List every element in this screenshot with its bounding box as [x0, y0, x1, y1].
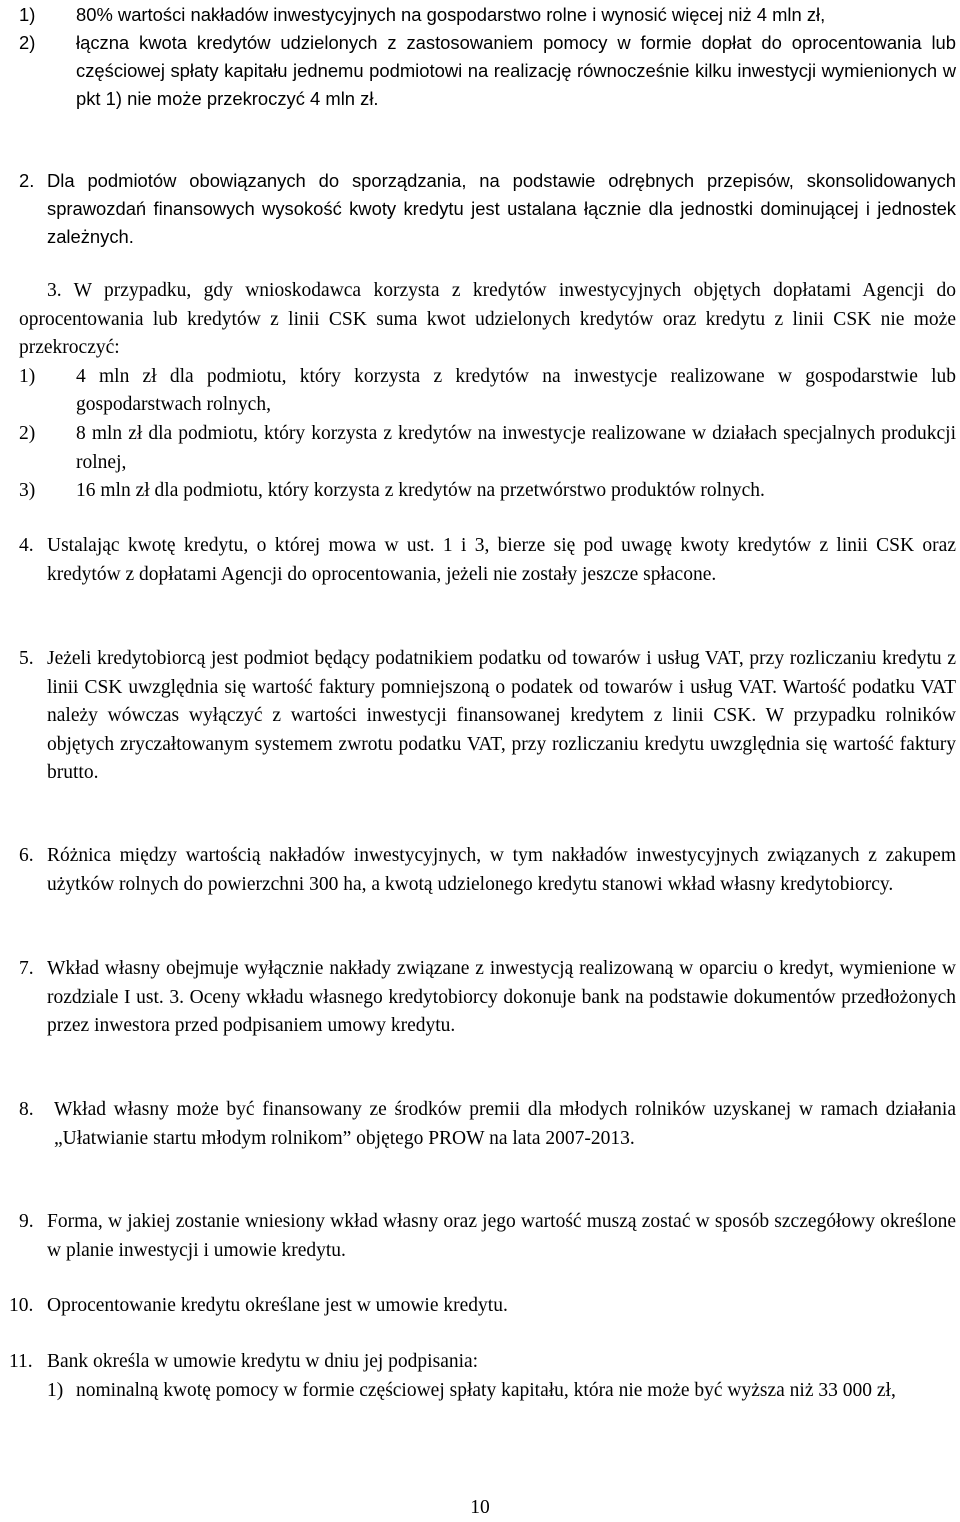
list-item: [0, 420, 960, 477]
paragraph-number: 8.: [19, 1099, 34, 1120]
paragraph-number: 4.: [19, 535, 34, 556]
paragraph-7: [0, 955, 960, 1041]
list-item: [0, 29, 960, 113]
paragraph-text: Dla podmiotów obowiązanych do sporządzania, na podstawie odrębnych przepisów, skonsolidowanych sprawozdań finansowych wysokość kwoty kredytu jest ustalana łącznie dla jednostki dominującej i jednostek zależnych.: [47, 170, 956, 247]
paragraph-text: Ustalając kwotę kredytu, o której mowa w ust. 1 i 3, bierze się pod uwagę kwoty kredytów z linii CSK oraz kredytów z dopłatami Agencji do oprocentowania, jeżeli nie zostały jeszcze spłacone.: [47, 535, 956, 585]
paragraph-3: [0, 277, 960, 506]
paragraph-5: [0, 645, 960, 788]
list-item: [0, 363, 960, 420]
item-text: 80% wartości nakładów inwestycyjnych na gospodarstwo rolne i wynosić więcej niż 4 mln zł,: [76, 4, 826, 25]
paragraph-text: Wkład własny może być finansowany ze środków premii dla młodych rolników uzyskanej w ramach działania „Ułatwianie startu młodym rolnikom” objętego PROW na lata 2007-2013.: [54, 1099, 956, 1149]
paragraph-number: 9.: [19, 1211, 34, 1232]
paragraph-number: 6.: [19, 845, 34, 866]
paragraph-6: [0, 842, 960, 899]
item-number: 1): [19, 365, 36, 387]
paragraph-text: Oprocentowanie kredytu określane jest w umowie kredytu.: [47, 1295, 508, 1316]
item-text: 4 mln zł dla podmiotu, który korzysta z kredytów na inwestycje realizowane w gospodarstwie lub gospodarstwach rolnych,: [76, 365, 956, 416]
paragraph-number: 5.: [19, 648, 34, 669]
item-number: 2): [19, 422, 36, 444]
item-number: 1): [47, 1379, 64, 1401]
paragraph-text: Bank określa w umowie kredytu w dniu jej podpisania:: [47, 1351, 479, 1372]
list-item: [0, 1, 960, 29]
paragraph-number: 2.: [19, 170, 35, 191]
paragraph-number: 3.: [47, 280, 62, 301]
item-text: łączna kwota kredytów udzielonych z zastosowaniem pomocy w formie dopłat do oprocentowania lub częściowej spłaty kapitału jednemu podmiotowi na realizację równocześnie kilku inwestycji wymienionych w pkt 1) nie może przekroczyć 4 mln zł.: [76, 32, 956, 109]
item-number: 3): [19, 480, 36, 502]
paragraph-text: Forma, w jakiej zostanie wniesiony wkład własny oraz jego wartość muszą zostać w sposób szczegółowy określone w planie inwestycji i umowie kredytu.: [47, 1211, 956, 1261]
paragraph-text: 3. W przypadku, gdy wnioskodawca korzysta z kredytów inwestycyjnych objętych dopłatami Agencji do oprocentowania lub kredytów z linii CSK suma kwot udzielonych kredytów oraz kredytu z linii CSK nie może przekroczyć:: [19, 280, 956, 359]
paragraph-8: [0, 1096, 960, 1153]
paragraph-2: [0, 167, 960, 251]
paragraph-9: [0, 1208, 960, 1265]
page-number: 10: [470, 1497, 490, 1518]
paragraph-text: Wkład własny obejmuje wyłącznie nakłady związane z inwestycją realizowaną w oparciu o kredyt, wymienione w rozdziale I ust. 3. Oceny wkładu własnego kredytobiorcy dokonuje bank na podstawie dokumentów przedłożonych przez inwestora przed podpisaniem umowy kredytu.: [47, 958, 956, 1037]
paragraph-text: Jeżeli kredytobiorcą jest podmiot będący podatnikiem podatku od towarów i usług VAT, przy rozliczaniu kredytu z linii CSK uwzględnia się wartość faktury pomniejszoną o podatek od towarów i usług VAT. Wartość podatku VAT należy wówczas wyłączyć z wartości inwestycji finansowanej kredytem z linii CSK. W przypadku rolników objętych zryczałtowanym systemem zwrotu podatku VAT, przy rozliczaniu kredytu uwzględnia się wartość faktury brutto.: [47, 648, 956, 784]
item-text: 16 mln zł dla podmiotu, który korzysta z kredytów na przetwórstwo produktów rolnych.: [76, 480, 765, 502]
paragraph-number: 7.: [19, 958, 34, 979]
list-item: [0, 1377, 960, 1406]
paragraph-number: 10.: [9, 1295, 34, 1316]
paragraph-11: [0, 1348, 960, 1405]
item-number: 1): [19, 4, 36, 25]
paragraph-10: [0, 1292, 960, 1321]
item-text: 8 mln zł dla podmiotu, który korzysta z kredytów na inwestycje realizowane w działach specjalnych produkcji rolnej,: [76, 422, 956, 473]
item-text: nominalną kwotę pomocy w formie częściowej spłaty kapitału, która nie może być wyższa niż 33 000 zł,: [76, 1379, 896, 1401]
paragraph-number: 11.: [9, 1351, 33, 1372]
list-item: [0, 477, 960, 506]
item-number: 2): [19, 32, 36, 53]
paragraph-4: [0, 532, 960, 589]
paragraph-text: Różnica między wartością nakładów inwestycyjnych, w tym nakładów inwestycyjnych związanych z zakupem użytków rolnych do powierzchni 300 ha, a kwotą udzielonego kredytu stanowi wkład własny kredytobiorcy.: [47, 845, 956, 895]
list-block-a: [0, 1, 960, 113]
